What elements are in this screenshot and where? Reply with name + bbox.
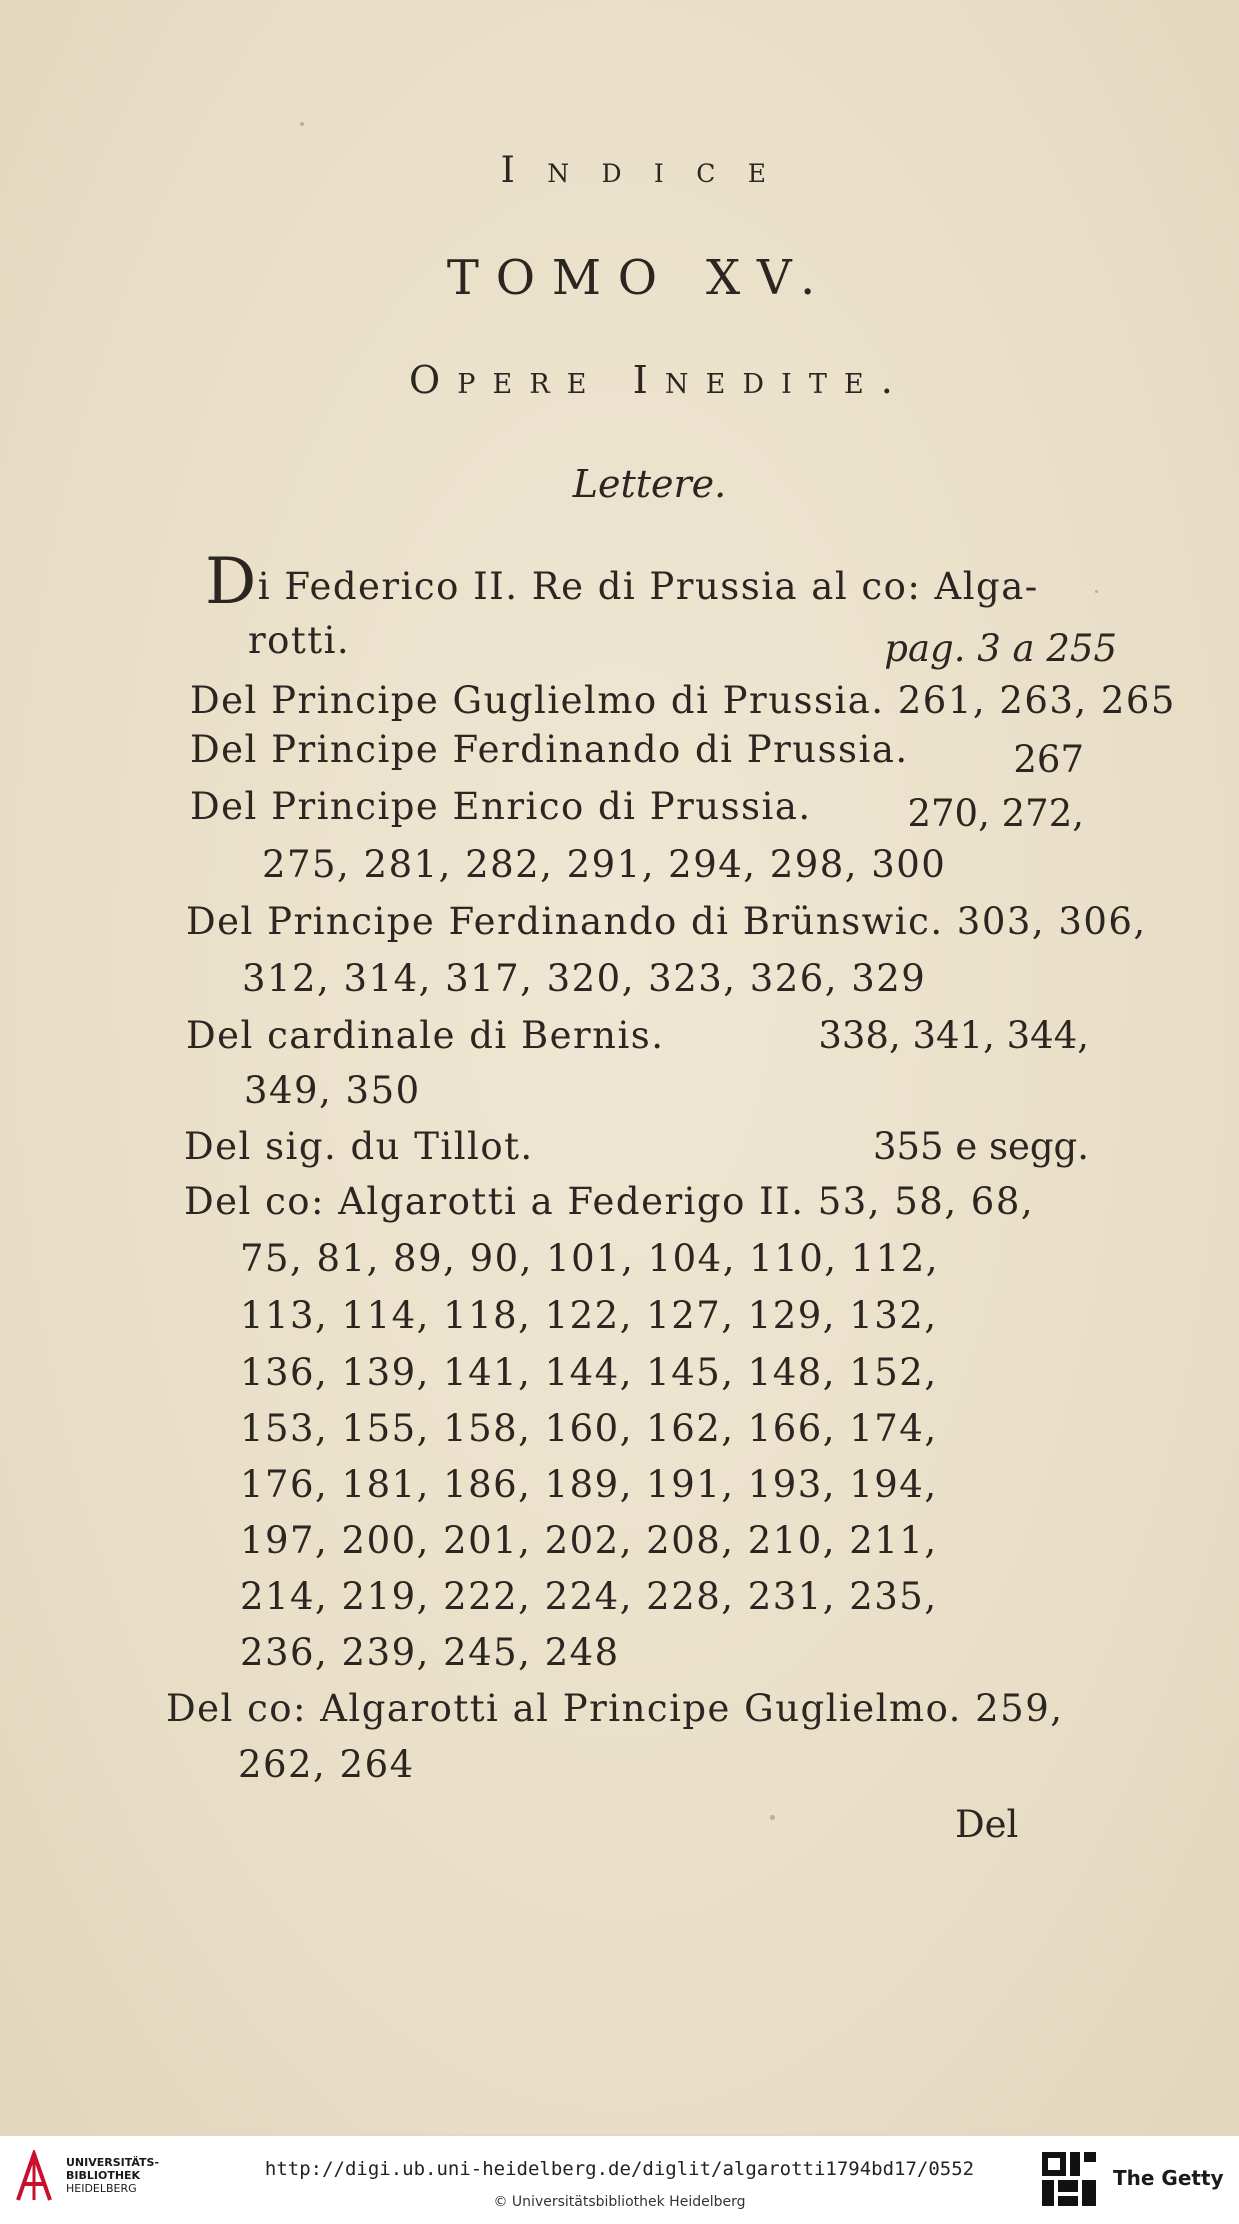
index-entry-ferdinando: Del Principe Ferdinando di Prussia. (190, 728, 909, 771)
library-name: UNIVERSITÄTS- BIBLIOTHEK HEIDELBERG (66, 2156, 160, 2195)
catchword: Del (955, 1803, 1019, 1846)
partner-name: The Getty (1113, 2166, 1224, 2190)
index-entry-guglielmo: Del Principe Guglielmo di Prussia. 261, 263, 265 (190, 679, 1176, 722)
entry-continuation: rotti. (248, 619, 351, 662)
permalink-url[interactable]: http://digi.ub.uni-heidelberg.de/diglit/algarotti1794bd17/0552 (264, 2158, 975, 2180)
index-entry-brunswic: Del Principe Ferdinando di Brünswic. 303, 306, (186, 900, 1147, 943)
index-entry-bernis: Del cardinale di Bernis. (186, 1014, 665, 1057)
getty-logo-icon (1040, 2150, 1098, 2208)
entry-pages: pag. 3 a 255 (884, 627, 1117, 670)
entry-continuation: 275, 281, 282, 291, 294, 298, 300 (262, 843, 947, 886)
entry-pages: 355 e segg. (872, 1125, 1089, 1168)
entry-continuation: 113, 114, 118, 122, 127, 129, 132, (240, 1294, 938, 1337)
entry-pages: 270, 272, (907, 792, 1084, 835)
copyright-notice: © Universitätsbibliothek Heidelberg (493, 2194, 746, 2210)
index-entry-federico (205, 545, 1039, 619)
entry-pages: 338, 341, 344, (818, 1014, 1089, 1057)
entry-text: i Federico II. Re di Prussia al co: Alga- (257, 565, 1039, 608)
entry-continuation: 197, 200, 201, 202, 208, 210, 211, (240, 1519, 938, 1562)
section-title: Opere Inedite. (408, 358, 910, 402)
viewer-footer (0, 2135, 1239, 2224)
index-entry-algarotti-guglielmo: Del co: Algarotti al Principe Guglielmo. 259, (166, 1687, 1064, 1730)
index-entry-enrico: Del Principe Enrico di Prussia. (190, 785, 812, 828)
index-heading: Indice (500, 150, 799, 191)
index-entry-algarotti-federigo: Del co: Algarotti a Federigo II. 53, 58, 68, (184, 1180, 1035, 1223)
volume-title: TOMO XV. (446, 250, 833, 306)
entry-continuation: 75, 81, 89, 90, 101, 104, 110, 112, (240, 1237, 940, 1280)
entry-continuation: 236, 239, 245, 248 (240, 1631, 620, 1674)
subsection-title: Lettere. (572, 462, 727, 506)
drop-cap: D (205, 545, 258, 619)
entry-continuation: 214, 219, 222, 224, 228, 231, 235, (240, 1575, 938, 1618)
paper-speck (1095, 590, 1098, 593)
index-entry-tillot: Del sig. du Tillot. (184, 1125, 534, 1168)
entry-pages: 267 (1013, 738, 1084, 781)
paper-speck (770, 1815, 775, 1820)
entry-continuation: 153, 155, 158, 160, 162, 166, 174, (240, 1407, 938, 1450)
paper-speck (300, 122, 304, 126)
entry-continuation: 349, 350 (244, 1069, 421, 1112)
entry-continuation: 262, 264 (238, 1743, 415, 1786)
entry-continuation: 136, 139, 141, 144, 145, 148, 152, (240, 1351, 938, 1394)
entry-continuation: 312, 314, 317, 320, 323, 326, 329 (242, 957, 927, 1000)
entry-continuation: 176, 181, 186, 189, 191, 193, 194, (240, 1463, 938, 1506)
